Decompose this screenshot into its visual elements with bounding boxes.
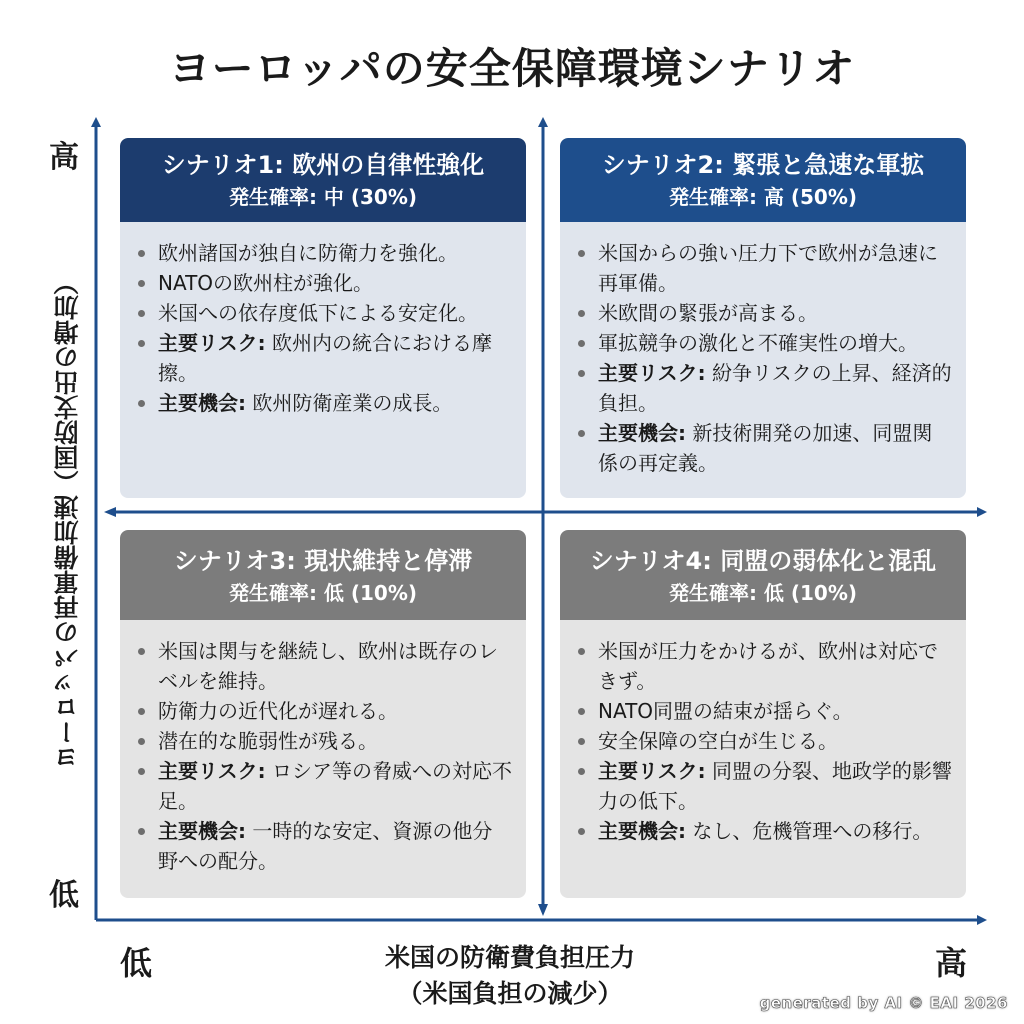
x-axis-label-line1: 米国の防衛費負担圧力 bbox=[384, 943, 635, 972]
bullet-icon bbox=[578, 828, 585, 835]
bullet-icon bbox=[138, 648, 145, 655]
scenario-4-panel bbox=[560, 530, 966, 898]
bullet-icon bbox=[578, 310, 585, 317]
y-axis-high-label: 高 bbox=[49, 140, 79, 175]
scenario-2-panel bbox=[560, 138, 966, 498]
bullet-icon bbox=[138, 708, 145, 715]
bullet-icon bbox=[578, 250, 585, 257]
list-item: NATO同盟の結束が揺らぐ。 bbox=[576, 696, 952, 726]
list-item: 主要機会: 一時的な安定、資源の他分野への配分。 bbox=[136, 816, 512, 876]
scenario-3-probability: 発生確率: 低 (10%) bbox=[228, 581, 418, 605]
page-title: ヨーロッパの安全保障環境シナリオ bbox=[168, 44, 856, 93]
bullet-icon bbox=[578, 340, 585, 347]
list-item: 米欧間の緊張が高まる。 bbox=[576, 298, 952, 328]
scenario-3-title: シナリオ3: 現状維持と停滞 bbox=[173, 547, 473, 575]
scenario-4-header bbox=[560, 530, 966, 620]
scenario-1-title: シナリオ1: 欧州の自律性強化 bbox=[161, 151, 485, 179]
list-item: 防衛力の近代化が遅れる。 bbox=[136, 696, 512, 726]
bullet-icon bbox=[578, 738, 585, 745]
list-item: 潜在的な脆弱性が残る。 bbox=[136, 726, 512, 756]
x-axis-label-line2: （米国負担の減少） bbox=[397, 979, 623, 1008]
bullet-icon bbox=[578, 430, 585, 437]
x-axis-low-label: 低 bbox=[120, 944, 153, 982]
list-item: 安全保障の空白が生じる。 bbox=[576, 726, 952, 756]
bullet-icon bbox=[138, 310, 145, 317]
list-item: 米国は関与を継続し、欧州は既存のレベルを維持。 bbox=[136, 636, 512, 696]
list-item: NATOの欧州柱が強化。 bbox=[136, 268, 512, 298]
list-item: 米国からの強い圧力下で欧州が急速に再軍備。 bbox=[576, 238, 952, 298]
scenario-4-title: シナリオ4: 同盟の弱体化と混乱 bbox=[589, 547, 937, 575]
center-horizontal-arrow-tail bbox=[104, 507, 116, 517]
scenario-3-list bbox=[120, 620, 526, 876]
list-item: 主要リスク: 欧州内の統合における摩擦。 bbox=[136, 328, 512, 388]
x-axis-high-label: 高 bbox=[935, 944, 968, 982]
scenario-3-header bbox=[120, 530, 526, 620]
list-item: 米国が圧力をかけるが、欧州は対応できず。 bbox=[576, 636, 952, 696]
scenario-3-panel bbox=[120, 530, 526, 898]
list-item: 軍拡競争の激化と不確実性の増大。 bbox=[576, 328, 952, 358]
y-axis-label: ヨーロッパの再軍備加速（国防支出の増加） bbox=[53, 270, 82, 770]
bullet-icon bbox=[578, 708, 585, 715]
bullet-icon bbox=[138, 400, 145, 407]
bullet-icon bbox=[138, 250, 145, 257]
scenario-1-probability: 発生確率: 中 (30%) bbox=[228, 185, 418, 209]
bullet-icon bbox=[578, 370, 585, 377]
list-item: 主要機会: なし、危機管理への移行。 bbox=[576, 816, 952, 846]
bullet-icon bbox=[138, 768, 145, 775]
bullet-icon bbox=[138, 340, 145, 347]
scenario-1-header bbox=[120, 138, 526, 222]
bullet-icon bbox=[138, 828, 145, 835]
scenario-4-list bbox=[560, 620, 966, 846]
list-item: 主要リスク: ロシア等の脅威への対応不足。 bbox=[136, 756, 512, 816]
list-item: 米国への依存度低下による安定化。 bbox=[136, 298, 512, 328]
y-axis-low-label: 低 bbox=[49, 878, 79, 913]
list-item: 主要リスク: 紛争リスクの上昇、経済的負担。 bbox=[576, 358, 952, 418]
bullet-icon bbox=[578, 648, 585, 655]
scenario-1-panel bbox=[120, 138, 526, 498]
list-item: 主要リスク: 同盟の分裂、地政学的影響力の低下。 bbox=[576, 756, 952, 816]
bullet-icon bbox=[578, 768, 585, 775]
list-item: 主要機会: 新技術開発の加速、同盟関係の再定義。 bbox=[576, 418, 952, 478]
bullet-icon bbox=[138, 738, 145, 745]
scenario-2-header bbox=[560, 138, 966, 222]
list-item: 主要機会: 欧州防衛産業の成長。 bbox=[136, 388, 512, 418]
scenario-1-list bbox=[120, 222, 526, 418]
bullet-icon bbox=[138, 280, 145, 287]
center-vertical-arrow-tail bbox=[538, 904, 548, 916]
scenario-2-title: シナリオ2: 緊張と急速な軍拡 bbox=[601, 151, 925, 179]
x-axis-label bbox=[330, 940, 690, 1012]
scenario-2-list bbox=[560, 222, 966, 478]
scenario-4-probability: 発生確率: 低 (10%) bbox=[668, 581, 858, 605]
watermark-credit: generated by AI © EAI 2026 bbox=[759, 994, 1008, 1012]
list-item: 欧州諸国が独自に防衛力を強化。 bbox=[136, 238, 512, 268]
scenario-2-probability: 発生確率: 高 (50%) bbox=[668, 185, 858, 209]
